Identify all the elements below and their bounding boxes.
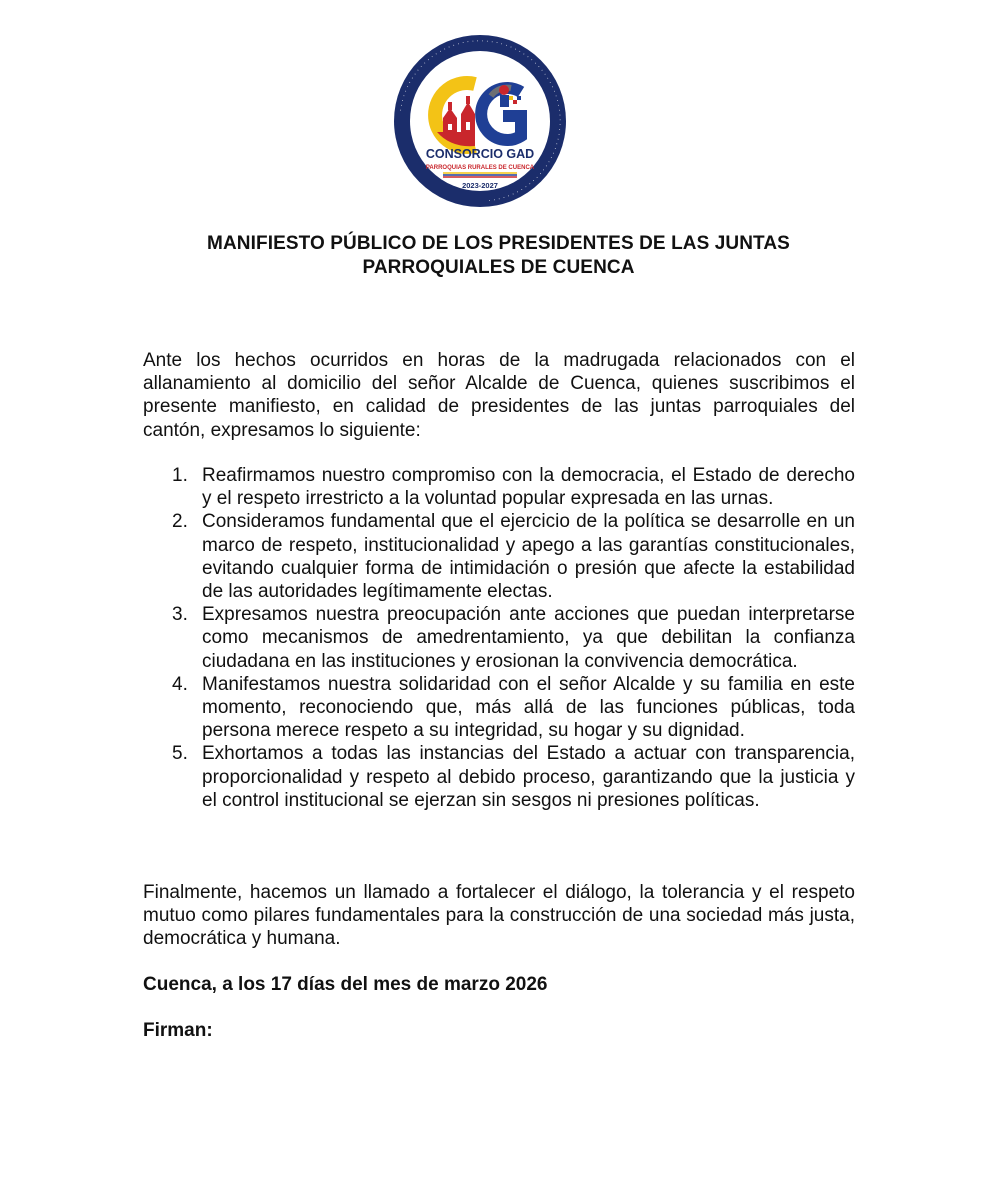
list-item-text: Exhortamos a todas las instancias del Estado a actuar con transparencia, proporcionalidad y respeto al debido proceso, garantizando que la justicia y el control institucional se ejerzan sin sesgos ni presiones políticas. xyxy=(202,743,855,811)
svg-text:2023-2027: 2023-2027 xyxy=(462,181,498,190)
date-line: Cuenca, a los 17 días del mes de marzo 2026 xyxy=(143,974,548,995)
list-item-number: 4. xyxy=(172,673,188,695)
consorcio-gad-logo xyxy=(391,32,569,210)
list-item-number: 3. xyxy=(172,604,188,626)
document-title xyxy=(100,232,897,280)
list-item xyxy=(143,603,855,673)
list-item-number: 2. xyxy=(172,511,188,533)
title-line-1: MANIFIESTO PÚBLICO DE LOS PRESIDENTES DE LAS JUNTAS xyxy=(207,233,790,254)
title-line-2: PARROQUIALES DE CUENCA xyxy=(362,257,635,278)
statement-list xyxy=(143,464,855,812)
list-item-text: Expresamos nuestra preocupación ante acciones que puedan interpretarse como mecanismos de amedrentamiento, ya que debilitan la confianza ciudadana en las instituciones y erosionan la convivencia democrática. xyxy=(202,604,855,672)
list-item-number: 1. xyxy=(172,465,188,486)
list-item-number: 5. xyxy=(172,743,188,765)
signature-label: Firman: xyxy=(143,1020,213,1041)
svg-text:CONSORCIO GAD: CONSORCIO GAD xyxy=(425,147,535,161)
list-item-text: Manifestamos nuestra solidaridad con el señor Alcalde y su familia en este momento, reconociendo que, más allá de las funciones públicas, toda persona merece respeto a su integridad, su hogar y su dignidad. xyxy=(202,673,855,742)
list-item-text: Consideramos fundamental que el ejercicio de la política se desarrolle en un marco de respeto, institucionalidad y apego a las garantías constitucionales, evitando cualquier forma de intimidación o presión que afecte la estabilidad de las autoridades legítimamente electas. xyxy=(202,511,855,603)
intro-paragraph: Ante los hechos ocurridos en horas de la madrugada relacionados con el allanamiento al domicilio del señor Alcalde de Cuenca, quienes suscribimos el presente manifiesto, en calidad de presidentes de las juntas parroquiales del cantón, expresamos lo siguiente: xyxy=(143,350,855,441)
logo-emblem-icon xyxy=(391,32,569,210)
svg-text:PARROQUIAS RURALES DE CUENCA: PARROQUIAS RURALES DE CUENCA xyxy=(425,165,535,171)
svg-text:· · · · · · · · · · · · · · ·: · · · · · · · · · · · · · · · · · · · · · · · · · · · · · · · · · · · · · · · · · · · · · · · · · · · · · · · · · · · · · · · · · · · · · · · · · · xyxy=(397,37,564,204)
list-item xyxy=(143,464,855,510)
list-item-text: Reafirmamos nuestro compromiso con la democracia, el Estado de derecho y el respeto irrestricto a la voluntad popular expresada en las urnas. xyxy=(202,465,855,510)
list-item xyxy=(143,510,855,603)
closing-paragraph: Finalmente, hacemos un llamado a fortalecer el diálogo, la tolerancia y el respeto mutuo como pilares fundamentales para la construcción de una sociedad más justa, democrática y humana. xyxy=(143,882,855,950)
list-item xyxy=(143,742,855,812)
list-item xyxy=(143,673,855,743)
